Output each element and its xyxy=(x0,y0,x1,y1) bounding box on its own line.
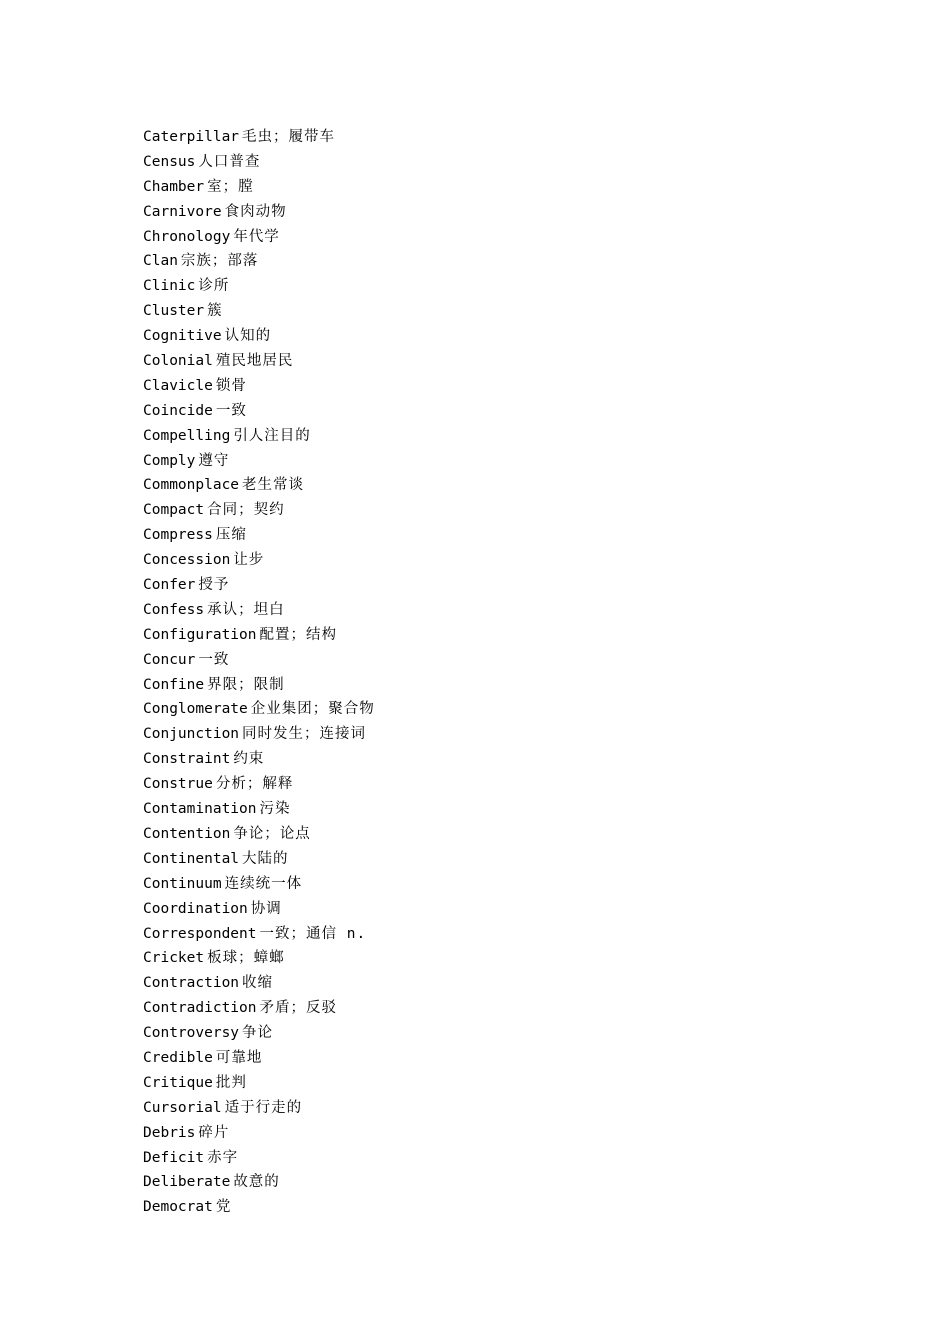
entry-term: Credible xyxy=(143,1049,213,1066)
entry-meaning: 矛盾；反驳 xyxy=(259,1000,337,1017)
entry-meaning: 适于行走的 xyxy=(224,1099,303,1116)
entry-term: Caterpillar xyxy=(143,129,240,145)
list-item xyxy=(143,374,375,399)
entry-meaning: 一致 xyxy=(198,651,230,668)
entry-meaning: 一致；通信 n. xyxy=(259,925,367,942)
entry-term: Clinic xyxy=(143,278,196,295)
list-item xyxy=(143,324,375,349)
entry-meaning: 批判 xyxy=(215,1074,247,1091)
list-item xyxy=(143,498,375,523)
list-item xyxy=(143,1046,375,1071)
entry-term: Contradiction xyxy=(143,1000,257,1017)
list-item xyxy=(143,1096,375,1121)
entry-meaning: 食肉动物 xyxy=(224,203,287,220)
entry-meaning: 协调 xyxy=(250,900,282,917)
list-item xyxy=(143,274,375,299)
entry-meaning: 承认；坦白 xyxy=(207,601,285,618)
list-item xyxy=(143,200,375,225)
entry-term: Contention xyxy=(143,825,231,842)
entry-term: Coordination xyxy=(143,900,248,917)
entry-meaning: 可靠地 xyxy=(215,1049,263,1066)
entry-meaning: 簇 xyxy=(207,303,223,320)
entry-meaning: 人口普查 xyxy=(198,153,261,170)
entry-meaning: 连续统一体 xyxy=(224,875,303,892)
entry-term: Configuration xyxy=(143,626,257,643)
entry-meaning: 引人注目的 xyxy=(233,427,311,444)
list-item xyxy=(143,897,375,922)
entry-term: Confer xyxy=(143,577,196,594)
entry-term: Census xyxy=(143,153,196,170)
entry-term: Commonplace xyxy=(143,477,240,494)
entry-term: Cursorial xyxy=(143,1099,222,1116)
entry-meaning: 锁骨 xyxy=(215,377,247,394)
entry-meaning: 故意的 xyxy=(233,1174,280,1191)
entry-meaning: 板球；蟑螂 xyxy=(207,950,285,967)
entry-meaning: 大陆的 xyxy=(242,850,289,867)
entry-meaning: 毛虫；履带车 xyxy=(242,129,336,145)
list-item xyxy=(143,299,375,324)
list-item xyxy=(143,747,375,772)
entry-term: Debris xyxy=(143,1124,196,1141)
list-item xyxy=(143,399,375,424)
entry-term: Contraction xyxy=(143,975,240,992)
list-item xyxy=(143,797,375,822)
entry-term: Carnivore xyxy=(143,203,222,220)
entry-meaning: 碎片 xyxy=(198,1124,230,1141)
list-item xyxy=(143,523,375,548)
entry-term: Contamination xyxy=(143,801,257,818)
list-item xyxy=(143,872,375,897)
list-item xyxy=(143,449,375,474)
entry-term: Conglomerate xyxy=(143,701,248,718)
list-item xyxy=(143,946,375,971)
entry-term: Critique xyxy=(143,1074,213,1091)
entry-term: Constraint xyxy=(143,751,231,768)
list-item xyxy=(143,424,375,449)
list-item xyxy=(143,1170,375,1195)
list-item xyxy=(143,150,375,175)
entry-meaning: 压缩 xyxy=(215,527,247,544)
entry-meaning: 分析；解释 xyxy=(215,776,294,793)
list-item xyxy=(143,623,375,648)
entry-term: Deficit xyxy=(143,1149,205,1166)
entry-term: Cognitive xyxy=(143,328,222,345)
list-item xyxy=(143,473,375,498)
entry-meaning: 年代学 xyxy=(233,228,280,245)
list-item xyxy=(143,1195,375,1220)
list-item xyxy=(143,1121,375,1146)
entry-meaning: 同时发生；连接词 xyxy=(242,726,367,743)
entry-meaning: 宗族；部落 xyxy=(180,253,259,270)
entry-meaning: 收缩 xyxy=(242,975,274,992)
entry-meaning: 遵守 xyxy=(198,452,230,469)
list-item xyxy=(143,822,375,847)
vocabulary-list xyxy=(143,125,375,1220)
entry-term: Chamber xyxy=(143,178,205,195)
list-item xyxy=(143,598,375,623)
entry-term: Chronology xyxy=(143,228,231,245)
entry-meaning: 约束 xyxy=(233,751,265,768)
entry-meaning: 界限；限制 xyxy=(207,676,285,693)
entry-term: Construe xyxy=(143,776,213,793)
list-item xyxy=(143,573,375,598)
entry-term: Comply xyxy=(143,452,196,469)
entry-term: Compelling xyxy=(143,427,231,444)
entry-term: Democrat xyxy=(143,1199,213,1216)
entry-term: Compress xyxy=(143,527,213,544)
list-item xyxy=(143,175,375,200)
entry-meaning: 让步 xyxy=(233,552,265,569)
list-item xyxy=(143,349,375,374)
entry-term: Concession xyxy=(143,552,231,569)
entry-term: Concur xyxy=(143,651,196,668)
list-item xyxy=(143,971,375,996)
entry-term: Confess xyxy=(143,601,205,618)
entry-meaning: 党 xyxy=(215,1199,232,1216)
entry-term: Deliberate xyxy=(143,1174,231,1191)
entry-term: Cricket xyxy=(143,950,205,967)
entry-meaning: 认知的 xyxy=(224,328,272,345)
entry-term: Controversy xyxy=(143,1025,240,1042)
entry-term: Correspondent xyxy=(143,925,257,942)
list-item xyxy=(143,648,375,673)
entry-term: Continuum xyxy=(143,875,222,892)
entry-meaning: 赤字 xyxy=(207,1149,239,1166)
list-item xyxy=(143,996,375,1021)
entry-meaning: 污染 xyxy=(259,801,291,818)
entry-meaning: 一致 xyxy=(215,402,247,419)
entry-meaning: 合同；契约 xyxy=(207,502,285,519)
entry-term: Coincide xyxy=(143,402,213,419)
entry-meaning: 企业集团；聚合物 xyxy=(250,701,375,718)
list-item xyxy=(143,772,375,797)
list-item xyxy=(143,922,375,947)
list-item xyxy=(143,722,375,747)
list-item xyxy=(143,225,375,250)
entry-term: Continental xyxy=(143,850,240,867)
entry-term: Compact xyxy=(143,502,205,519)
entry-meaning: 诊所 xyxy=(198,278,230,295)
list-item xyxy=(143,1146,375,1171)
list-item xyxy=(143,249,375,274)
entry-meaning: 室；膛 xyxy=(207,178,254,195)
entry-term: Clavicle xyxy=(143,377,213,394)
list-item xyxy=(143,1021,375,1046)
entry-term: Confine xyxy=(143,676,205,693)
entry-term: Clan xyxy=(143,253,178,270)
list-item xyxy=(143,847,375,872)
entry-meaning: 争论 xyxy=(242,1025,274,1042)
entry-meaning: 配置；结构 xyxy=(259,626,337,643)
entry-meaning: 老生常谈 xyxy=(242,477,305,494)
entry-term: Colonial xyxy=(143,353,213,370)
entry-meaning: 殖民地居民 xyxy=(215,353,294,370)
entry-meaning: 争论；论点 xyxy=(233,825,311,842)
entry-term: Conjunction xyxy=(143,726,240,743)
list-item xyxy=(143,1071,375,1096)
list-item xyxy=(143,125,375,150)
list-item xyxy=(143,673,375,698)
list-item xyxy=(143,697,375,722)
entry-meaning: 授予 xyxy=(198,577,230,594)
entry-term: Cluster xyxy=(143,303,205,320)
list-item xyxy=(143,548,375,573)
